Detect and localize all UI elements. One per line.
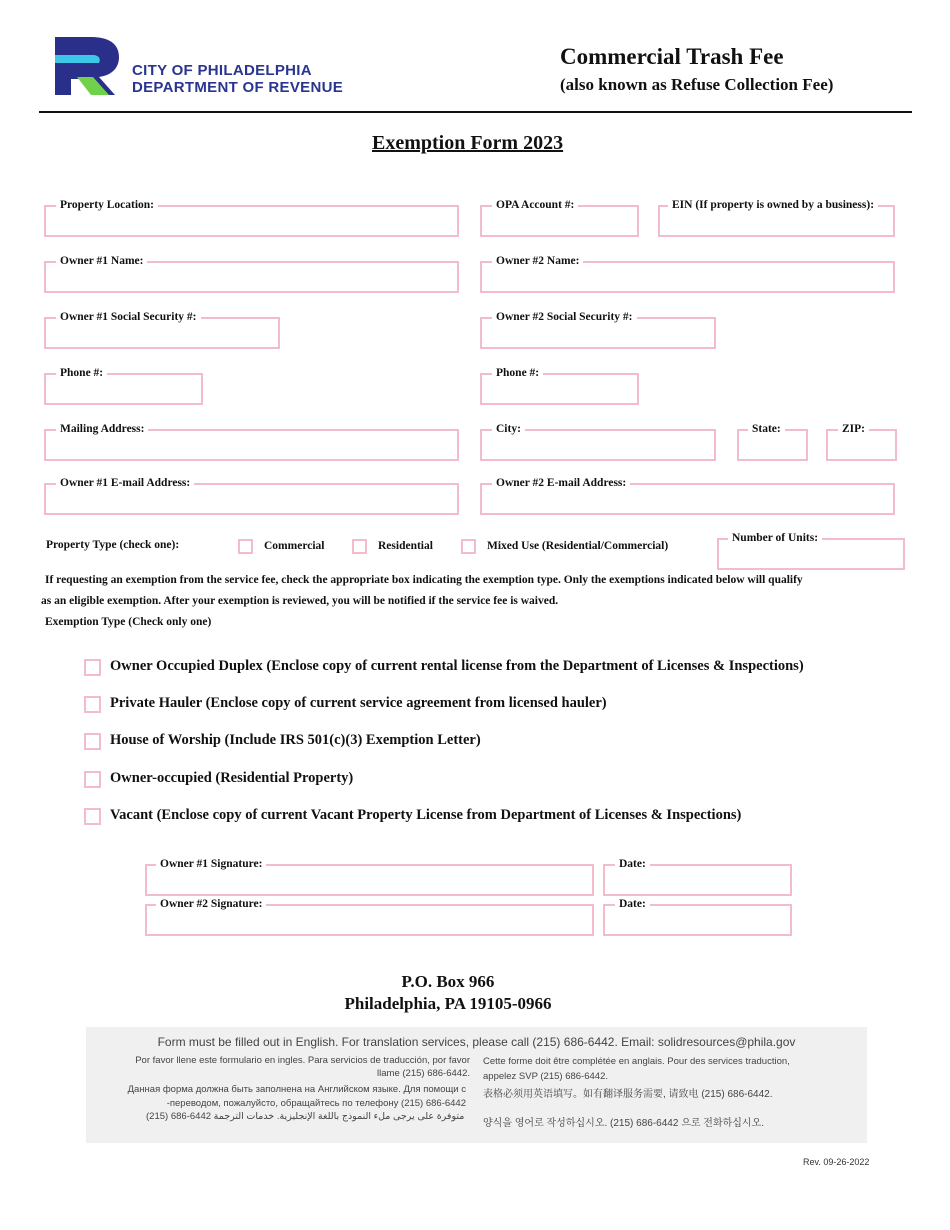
city-of-philadelphia-p-logo-icon <box>55 37 125 95</box>
residential-checkbox[interactable] <box>352 539 367 554</box>
translation-korean: 양식을 영어로 작성하십시오. (215) 686-6442 으로 전화하십시오. <box>483 1118 765 1129</box>
translation-spanish: Por favor llene este formulario en ingles. Para servicios de traducción, por favor llame (215) 686-6442. <box>135 1055 470 1079</box>
instructions-line1: If requesting an exemption from the service fee, check the appropriate box indicating the exemption type. Only the exemptions indicated below will qualify <box>45 574 803 586</box>
property-location-label: Property Location: <box>56 199 158 211</box>
org-name-line2: DEPARTMENT OF REVENUE <box>132 79 344 96</box>
instructions-line2: as an eligible exemption. After your exemption is reviewed, you will be notified if the service fee is waived. <box>41 595 559 607</box>
owner2-email-label: Owner #2 E-mail Address: <box>492 477 630 489</box>
number-of-units-label: Number of Units: <box>728 532 822 544</box>
page-subtitle: (also known as Refuse Collection Fee) <box>560 75 834 94</box>
owner2-date-label: Date: <box>615 898 650 910</box>
residential-option-label: Residential <box>378 540 433 552</box>
city-state-zip: Philadelphia, PA 19105-0966 <box>344 994 552 1013</box>
mixed-use-option-label: Mixed Use (Residential/Commercial) <box>487 540 669 552</box>
exemption-private-hauler-checkbox[interactable] <box>84 696 101 713</box>
owner2-name-label: Owner #2 Name: <box>492 255 583 267</box>
owner2-ssn-label: Owner #2 Social Security #: <box>492 311 637 323</box>
owner1-signature-label: Owner #1 Signature: <box>156 858 266 870</box>
owner1-email-label: Owner #1 E-mail Address: <box>56 477 194 489</box>
owner2-phone-label: Phone #: <box>492 367 543 379</box>
state-label: State: <box>748 423 785 435</box>
owner1-name-label: Owner #1 Name: <box>56 255 147 267</box>
mixed-use-checkbox[interactable] <box>461 539 476 554</box>
translation-french: Cette forme doit être complétée en anglais. Pour des services traduction, appelez SVP (215) 686-6442. <box>483 1056 790 1082</box>
page-title: Commercial Trash Fee <box>560 44 784 69</box>
ein-label: EIN (If property is owned by a business): <box>668 199 878 211</box>
exemption-owner-occupied-label: Owner-occupied (Residential Property) <box>110 770 354 786</box>
translation-chinese: 表格必须用英语填写。如有翻译服务需要, 请致电 (215) 686-6442. <box>483 1089 773 1100</box>
department-logo <box>55 37 125 95</box>
owner1-ssn-label: Owner #1 Social Security #: <box>56 311 201 323</box>
zip-label: ZIP: <box>838 423 869 435</box>
commercial-option-label: Commercial <box>264 540 325 552</box>
commercial-checkbox[interactable] <box>238 539 253 554</box>
po-box: P.O. Box 966 <box>401 972 495 991</box>
revision-date: Rev. 09-26-2022 <box>803 1157 870 1167</box>
exemption-house-of-worship-checkbox[interactable] <box>84 733 101 750</box>
translation-english: Form must be filled out in English. For translation services, please call (215) 686-6442. Email: solidresources@phila.gov <box>157 1035 796 1049</box>
exemption-vacant-label: Vacant (Enclose copy of current Vacant Property License from Department of Licenses & Inspections) <box>110 807 742 823</box>
form-title: Exemption Form 2023 <box>372 132 564 154</box>
opa-account-label: OPA Account #: <box>492 199 578 211</box>
exemption-type-label: Exemption Type (Check only one) <box>45 616 212 628</box>
translation-arabic: متوفرة على يرجى ملء النموذج باللغة الإنجليزية. خدمات الترجمة 6442-686 (215) <box>146 1111 465 1122</box>
exemption-owner-occupied-checkbox[interactable] <box>84 771 101 788</box>
owner1-date-label: Date: <box>615 858 650 870</box>
exemption-private-hauler-label: Private Hauler (Enclose copy of current service agreement from licensed hauler) <box>110 695 607 711</box>
exemption-house-of-worship-label: House of Worship (Include IRS 501(c)(3) Exemption Letter) <box>110 732 481 748</box>
owner2-signature-label: Owner #2 Signature: <box>156 898 266 910</box>
header-divider <box>39 111 912 113</box>
exemption-owner-occupied-duplex-label: Owner Occupied Duplex (Enclose copy of current rental license from the Department of Licenses & Inspections) <box>110 658 804 674</box>
exemption-owner-occupied-duplex-checkbox[interactable] <box>84 659 101 676</box>
owner1-phone-label: Phone #: <box>56 367 107 379</box>
city-label: City: <box>492 423 525 435</box>
property-type-label: Property Type (check one): <box>46 539 180 551</box>
mailing-address-label: Mailing Address: <box>56 423 148 435</box>
translation-russian: Данная форма должна быть заполнена на Английском языке. Для помощи с переводом, пожалуйсто, обращайтесь по телефону (215) 686-6442- <box>127 1084 466 1109</box>
exemption-vacant-checkbox[interactable] <box>84 808 101 825</box>
translation-notice <box>86 1027 867 1143</box>
org-name-line1: CITY OF PHILADELPHIA <box>132 62 312 79</box>
